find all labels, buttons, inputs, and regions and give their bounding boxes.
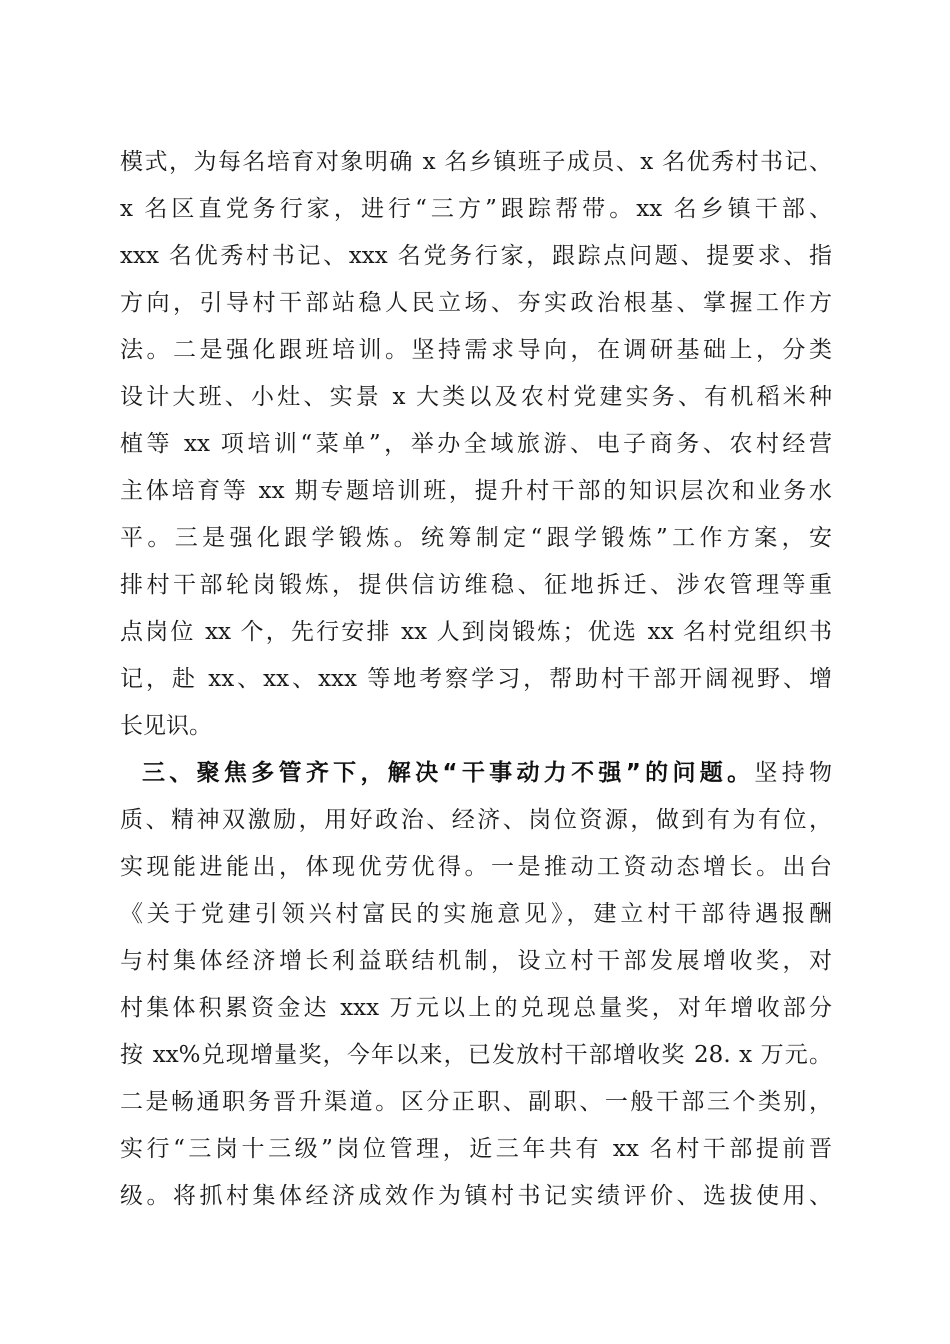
paragraph-line: 平。三是强化跟学锻炼。统筹制定“跟学锻炼”工作方案，安 [120,525,832,551]
paragraph-line: 点岗位 xx 个，先行安排 xx 人到岗锻炼；优选 xx 名村党组织书 [120,619,832,645]
paragraph-line: 方向，引导村干部站稳人民立场、夯实政治根基、掌握工作方 [120,290,832,316]
paragraph-line: 设计大班、小灶、实景 x 大类以及农村党建实务、有机稻米种 [120,384,832,410]
section-3-heading: 三、聚焦多管齐下，解决“干事动力不强”的问题。 [142,760,755,786]
paragraph-line: 《关于党建引领兴村富民的实施意见》，建立村干部待遇报酬 [120,901,832,927]
paragraph-line: xxx 名优秀村书记、xxx 名党务行家，跟踪点问题、提要求、指 [120,243,832,269]
paragraph-line: 实行“三岗十三级”岗位管理，近三年共有 xx 名村干部提前晋 [120,1136,832,1162]
paragraph-line: 按 xx%兑现增量奖，今年以来，已发放村干部增收奖 28. x 万元。 [120,1042,832,1068]
paragraph-line: 长见识。 [120,713,212,739]
paragraph-line: 实现能进能出，体现优劳优得。一是推动工资动态增长。出台 [120,854,832,880]
paragraph-line: 模式，为每名培育对象明确 x 名乡镇班子成员、x 名优秀村书记、 [120,149,832,175]
paragraph-line: 记，赴 xx、xx、xxx 等地考察学习，帮助村干部开阔视野、增 [120,666,832,692]
section-3-lead-text: 坚持物 [754,760,833,786]
paragraph-line: 法。二是强化跟班培训。坚持需求导向，在调研基础上，分类 [120,337,832,363]
paragraph-line: 质、精神双激励，用好政治、经济、岗位资源，做到有为有位， [120,807,832,833]
paragraph-line: 植等 xx 项培训“菜单”，举办全域旅游、电子商务、农村经营 [120,431,832,457]
paragraph-line: x 名区直党务行家，进行“三方”跟踪帮带。xx 名乡镇干部、 [120,196,832,222]
paragraph-line: 村集体积累资金达 xxx 万元以上的兑现总量奖，对年增收部分 [120,995,832,1021]
paragraph-line: 二是畅通职务晋升渠道。区分正职、副职、一般干部三个类别， [120,1089,832,1115]
paragraph-line: 排村干部轮岗锻炼，提供信访维稳、征地拆迁、涉农管理等重 [120,572,832,598]
section-3-first-line [120,750,832,797]
paragraph-line: 与村集体经济增长利益联结机制，设立村干部发展增收奖，对 [120,948,832,974]
paragraph-line: 主体培育等 xx 期专题培训班，提升村干部的知识层次和业务水 [120,478,832,504]
paragraph-line: 级。将抓村集体经济成效作为镇村书记实绩评价、选拔使用、 [120,1183,832,1209]
document-body [120,139,832,1220]
